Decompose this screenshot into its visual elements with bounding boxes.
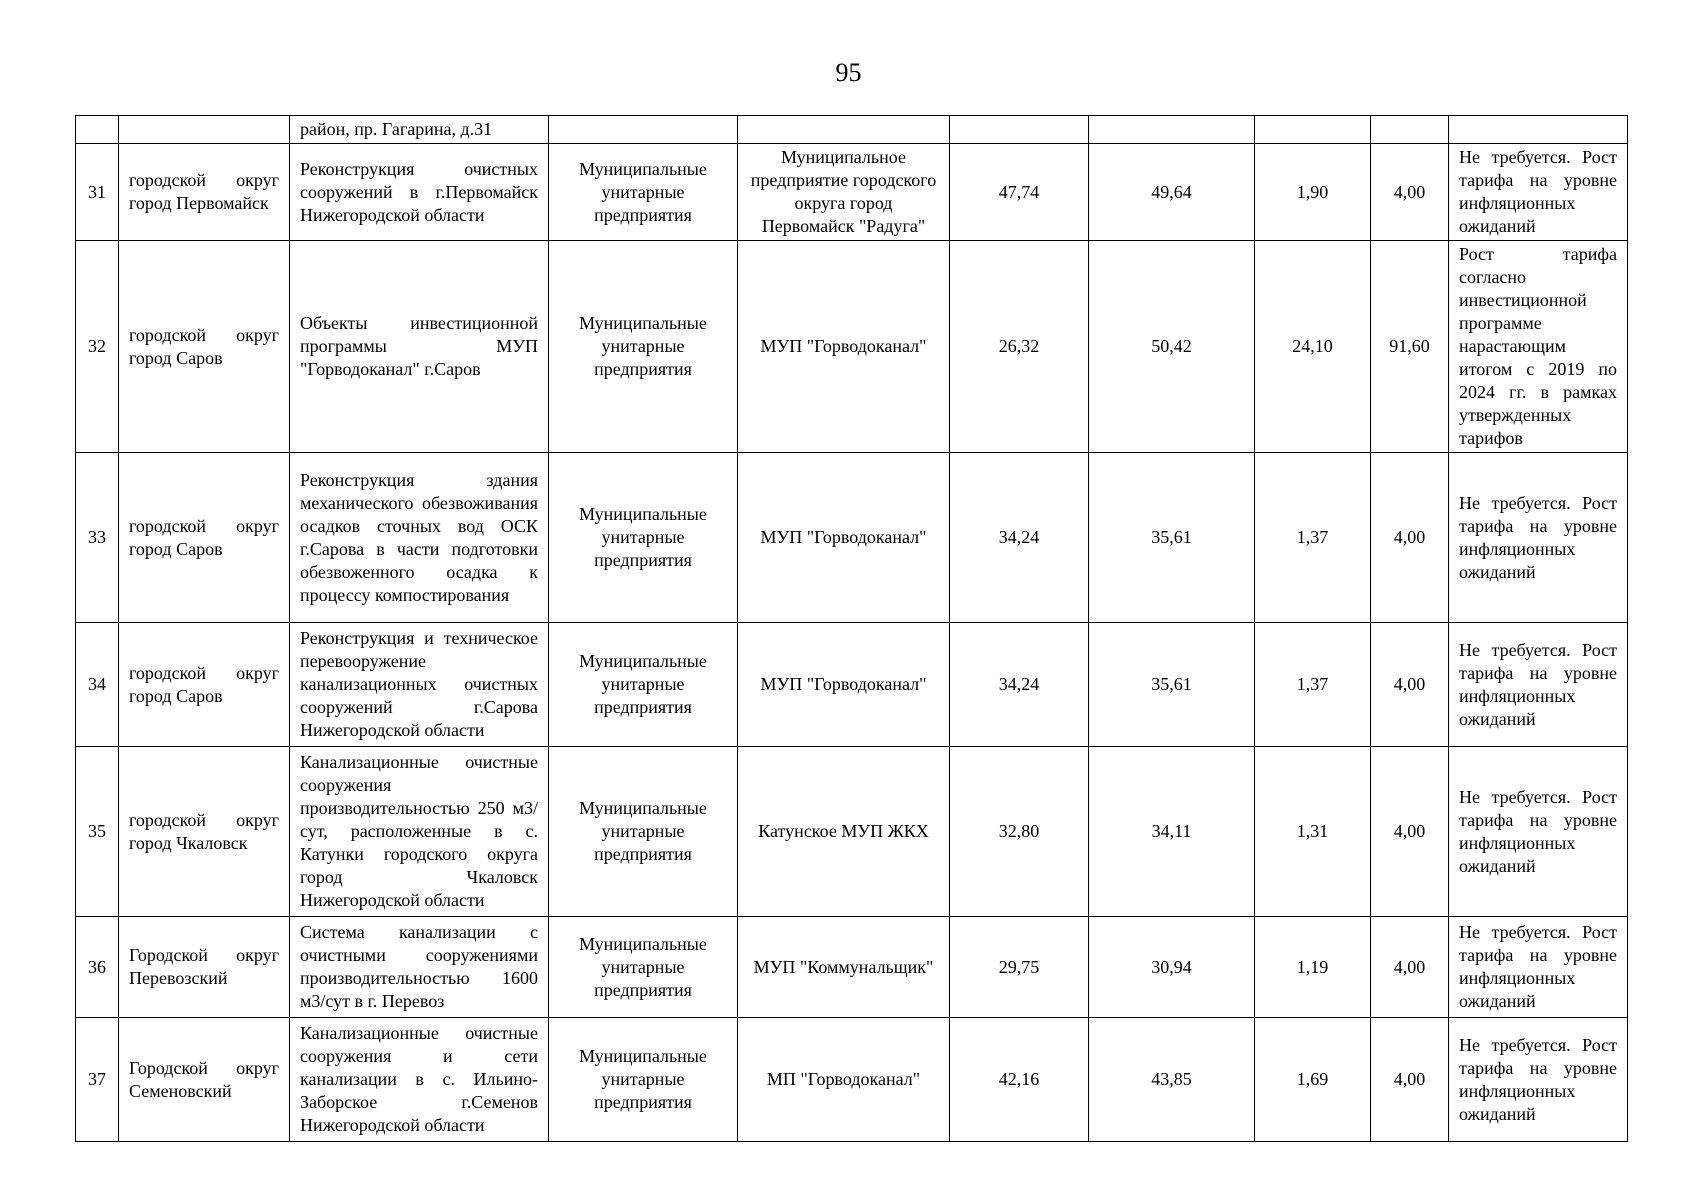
value-cell-2: 34,11: [1089, 747, 1255, 917]
value-cell-1: 29,75: [950, 917, 1089, 1018]
municipality-cell: городской округ город Саров: [119, 241, 290, 453]
cell-org-form: [549, 116, 738, 144]
value-cell-4: 91,60: [1371, 241, 1449, 453]
note-cell: Не требуется. Рост тарифа на уровне инфляционных ожиданий: [1449, 623, 1628, 747]
org-form-cell: Муниципальные унитарные предприятия: [549, 241, 738, 453]
value-cell-1: 32,80: [950, 747, 1089, 917]
value-cell-4: 4,00: [1371, 747, 1449, 917]
tariff-table: [75, 115, 1628, 1142]
object-cell: Канализационные очистные сооружения производительностью 250 м3/сут, расположенные в с. Катунки городского округа город Чкаловск Нижегородской области: [290, 747, 549, 917]
table-row: [76, 241, 1628, 453]
value-cell-1: 42,16: [950, 1018, 1089, 1142]
cell-v3: [1255, 116, 1371, 144]
table-row: [76, 747, 1628, 917]
municipality-cell: Городской округ Перевозский: [119, 917, 290, 1018]
value-cell-1: 47,74: [950, 144, 1089, 241]
enterprise-cell: МУП "Горводоканал": [738, 241, 950, 453]
cell-v2: [1089, 116, 1255, 144]
value-cell-2: 50,42: [1089, 241, 1255, 453]
object-cell: Объекты инвестиционной программы МУП "Горводоканал" г.Саров: [290, 241, 549, 453]
value-cell-3: 1,90: [1255, 144, 1371, 241]
org-form-cell: Муниципальные унитарные предприятия: [549, 144, 738, 241]
value-cell-3: 1,69: [1255, 1018, 1371, 1142]
table-row: [76, 1018, 1628, 1142]
municipality-cell: городской округ город Первомайск: [119, 144, 290, 241]
enterprise-cell: МУП "Горводоканал": [738, 453, 950, 623]
row-number: 33: [76, 453, 119, 623]
cell-object: район, пр. Гагарина, д.31: [290, 116, 549, 144]
value-cell-4: 4,00: [1371, 1018, 1449, 1142]
row-number: 34: [76, 623, 119, 747]
enterprise-cell: МУП "Горводоканал": [738, 623, 950, 747]
org-form-cell: Муниципальные унитарные предприятия: [549, 453, 738, 623]
cell-no: [76, 116, 119, 144]
note-cell: Не требуется. Рост тарифа на уровне инфляционных ожиданий: [1449, 917, 1628, 1018]
municipality-cell: городской округ город Саров: [119, 453, 290, 623]
enterprise-cell: МУП "Коммунальщик": [738, 917, 950, 1018]
page-number: 95: [835, 58, 862, 87]
row-number: 37: [76, 1018, 119, 1142]
value-cell-3: 24,10: [1255, 241, 1371, 453]
row-number: 35: [76, 747, 119, 917]
value-cell-3: 1,37: [1255, 623, 1371, 747]
municipality-cell: городской округ город Саров: [119, 623, 290, 747]
object-cell: Реконструкция и техническое перевооружение канализационных очистных сооружений г.Сарова Нижегородской области: [290, 623, 549, 747]
object-cell: Реконструкция здания механического обезвоживания осадков сточных вод ОСК г.Сарова в части подготовки обезвоженного осадка к процессу компостирования: [290, 453, 549, 623]
note-cell: Рост тарифа согласно инвестиционной программе нарастающим итогом с 2019 по 2024 гг. в рамках утвержденных тарифов: [1449, 241, 1628, 453]
enterprise-cell: Муниципальное предприятие городского округа город Первомайск "Радуга": [738, 144, 950, 241]
row-number: 32: [76, 241, 119, 453]
table-row-continuation: [76, 116, 1628, 144]
value-cell-1: 34,24: [950, 453, 1089, 623]
cell-note: [1449, 116, 1628, 144]
cell-municipality: [119, 116, 290, 144]
value-cell-2: 49,64: [1089, 144, 1255, 241]
value-cell-4: 4,00: [1371, 917, 1449, 1018]
value-cell-2: 30,94: [1089, 917, 1255, 1018]
object-cell: Реконструкция очистных сооружений в г.Первомайск Нижегородской области: [290, 144, 549, 241]
value-cell-3: 1,31: [1255, 747, 1371, 917]
org-form-cell: Муниципальные унитарные предприятия: [549, 1018, 738, 1142]
note-cell: Не требуется. Рост тарифа на уровне инфляционных ожиданий: [1449, 453, 1628, 623]
municipality-cell: Городской округ Семеновский: [119, 1018, 290, 1142]
enterprise-cell: МП "Горводоканал": [738, 1018, 950, 1142]
value-cell-4: 4,00: [1371, 623, 1449, 747]
row-number: 31: [76, 144, 119, 241]
municipality-cell: городской округ город Чкаловск: [119, 747, 290, 917]
cell-v4: [1371, 116, 1449, 144]
cell-v1: [950, 116, 1089, 144]
cell-enterprise: [738, 116, 950, 144]
note-cell: Не требуется. Рост тарифа на уровне инфляционных ожиданий: [1449, 144, 1628, 241]
value-cell-1: 34,24: [950, 623, 1089, 747]
object-cell: Система канализации с очистными сооружениями производительностью 1600 м3/сут в г. Перевоз: [290, 917, 549, 1018]
table-row: [76, 623, 1628, 747]
value-cell-2: 35,61: [1089, 623, 1255, 747]
value-cell-4: 4,00: [1371, 453, 1449, 623]
object-cell: Канализационные очистные сооружения и сети канализации в с. Ильино-Заборское г.Семенов Нижегородской области: [290, 1018, 549, 1142]
value-cell-3: 1,37: [1255, 453, 1371, 623]
org-form-cell: Муниципальные унитарные предприятия: [549, 917, 738, 1018]
note-cell: Не требуется. Рост тарифа на уровне инфляционных ожиданий: [1449, 747, 1628, 917]
org-form-cell: Муниципальные унитарные предприятия: [549, 747, 738, 917]
table-row: [76, 144, 1628, 241]
enterprise-cell: Катунское МУП ЖКХ: [738, 747, 950, 917]
value-cell-1: 26,32: [950, 241, 1089, 453]
value-cell-3: 1,19: [1255, 917, 1371, 1018]
table-row: [76, 917, 1628, 1018]
note-cell: Не требуется. Рост тарифа на уровне инфляционных ожиданий: [1449, 1018, 1628, 1142]
value-cell-4: 4,00: [1371, 144, 1449, 241]
table-row: [76, 453, 1628, 623]
value-cell-2: 43,85: [1089, 1018, 1255, 1142]
row-number: 36: [76, 917, 119, 1018]
org-form-cell: Муниципальные унитарные предприятия: [549, 623, 738, 747]
value-cell-2: 35,61: [1089, 453, 1255, 623]
